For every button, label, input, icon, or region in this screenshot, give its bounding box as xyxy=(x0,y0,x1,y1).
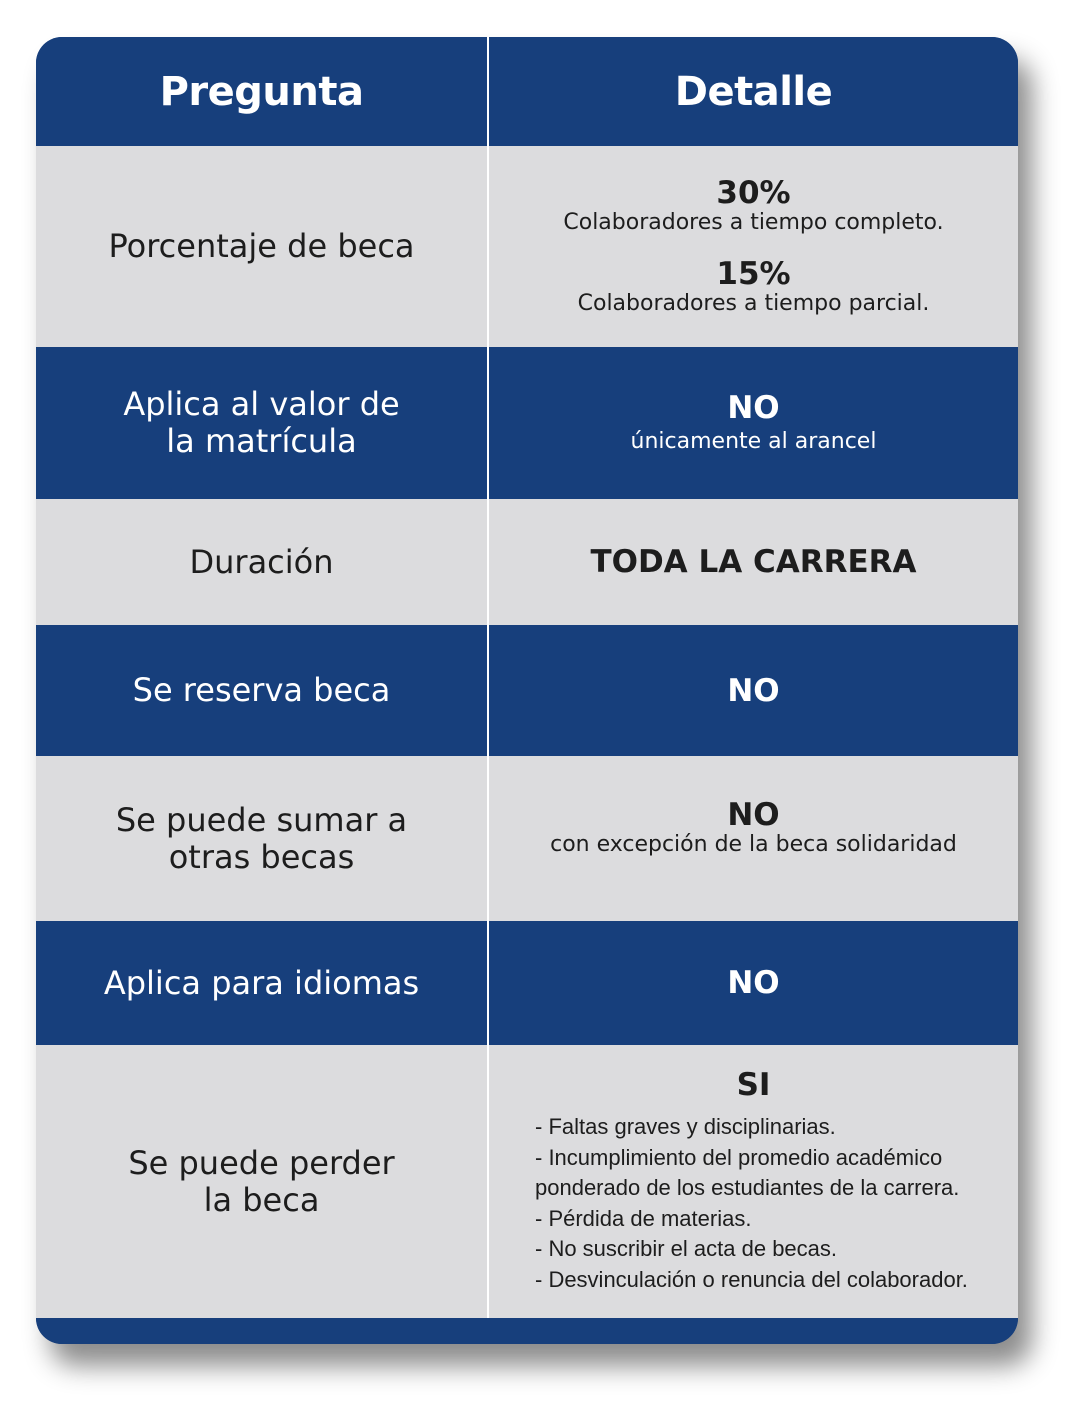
table-row xyxy=(36,921,1018,1045)
question-cell xyxy=(36,347,487,499)
list-item: ponderado de los estudiantes de la carrera. xyxy=(535,1175,960,1200)
header-detail-cell xyxy=(489,37,1018,146)
detail-note: únicamente al arancel xyxy=(630,429,877,454)
table-row xyxy=(36,146,1018,347)
detail-note: Colaboradores a tiempo completo. xyxy=(563,210,944,235)
question-cell xyxy=(36,1045,487,1318)
list-item: - Desvinculación o renuncia del colaborador. xyxy=(535,1266,968,1292)
question-cell xyxy=(36,921,487,1045)
question-text: Se reserva beca xyxy=(132,671,391,709)
table-header-row xyxy=(36,37,1018,146)
question-cell xyxy=(36,756,487,921)
detail-cell xyxy=(489,347,1018,499)
detail-value: SI xyxy=(736,1067,771,1103)
detail-cell xyxy=(489,921,1018,1045)
table-row xyxy=(36,347,1018,499)
detail-value: 30% xyxy=(716,175,791,211)
detail-value: 15% xyxy=(716,256,791,292)
reasons-list xyxy=(535,1112,968,1295)
question-text: Aplica para idiomas xyxy=(103,963,420,1002)
detail-cell xyxy=(489,1045,1018,1318)
header-question-label: Pregunta xyxy=(159,68,364,115)
question-cell xyxy=(36,499,487,625)
detail-note: Colaboradores a tiempo parcial. xyxy=(577,291,930,316)
question-text: Porcentaje de beca xyxy=(108,227,415,265)
header-detail-label: Detalle xyxy=(674,68,833,115)
question-text: Duración xyxy=(189,542,334,581)
detail-note: con excepción de la beca solidaridad xyxy=(550,831,957,857)
question-text: la beca xyxy=(203,1180,320,1219)
list-item: - Faltas graves y disciplinarias. xyxy=(535,1114,836,1139)
list-item: - Incumplimiento del promedio académico xyxy=(535,1144,943,1170)
question-cell xyxy=(36,625,487,756)
table-row xyxy=(36,499,1018,625)
detail-cell xyxy=(489,499,1018,625)
detail-value: NO xyxy=(727,796,780,833)
table-row xyxy=(36,625,1018,756)
question-text: Se puede perder xyxy=(128,1143,395,1182)
table-row xyxy=(36,756,1018,921)
question-text: Aplica al valor de xyxy=(123,385,400,423)
question-text: la matrícula xyxy=(166,422,357,460)
question-cell xyxy=(36,146,487,347)
detail-value: NO xyxy=(727,390,780,426)
detail-value: NO xyxy=(727,965,780,1001)
question-text: otras becas xyxy=(168,837,355,876)
scholarship-table xyxy=(36,37,1018,1344)
detail-cell xyxy=(489,625,1018,756)
list-item: - Pérdida de materias. xyxy=(535,1205,752,1231)
detail-value: TODA LA CARRERA xyxy=(590,544,917,580)
header-question-cell xyxy=(36,37,487,146)
table-row xyxy=(36,1045,1018,1318)
detail-value: NO xyxy=(727,672,780,709)
table-footer-bar xyxy=(36,1318,1018,1344)
detail-cell xyxy=(489,146,1018,347)
list-item: - No suscribir el acta de becas. xyxy=(535,1236,838,1261)
question-text: Se puede sumar a xyxy=(115,800,408,839)
detail-cell xyxy=(489,756,1018,921)
